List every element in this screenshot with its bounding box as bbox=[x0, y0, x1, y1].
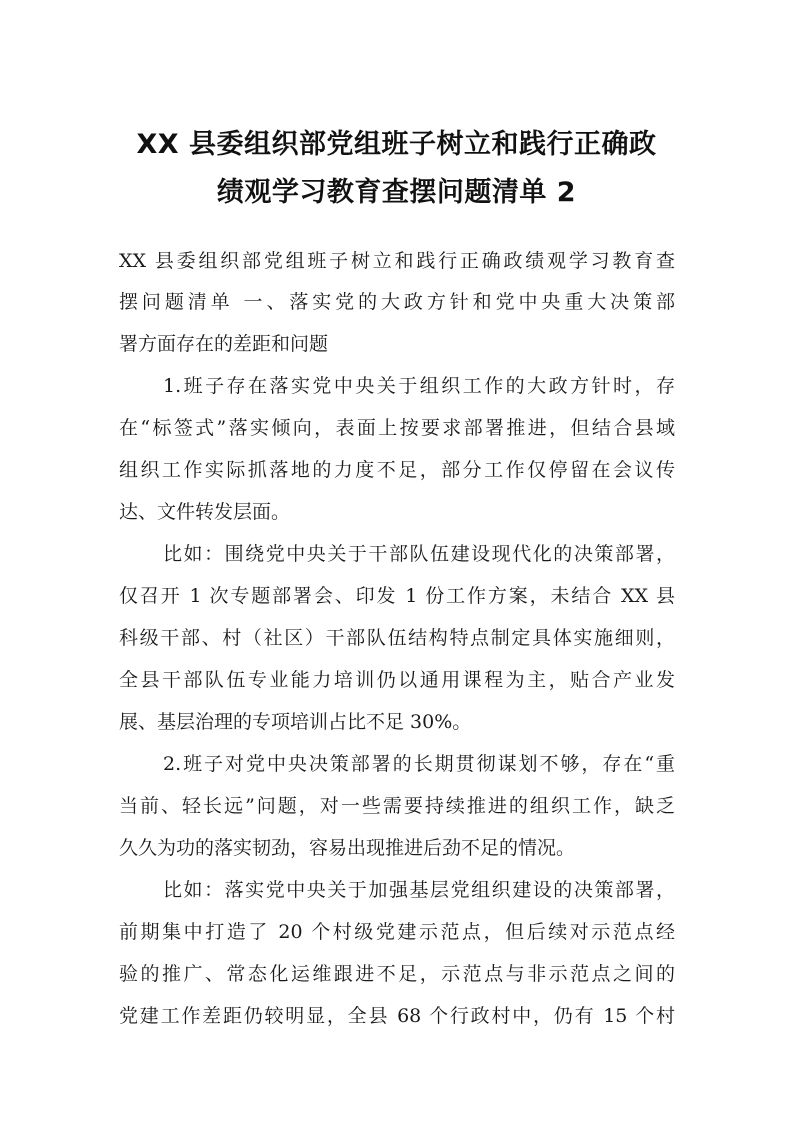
body-line: 党建工作差距仍较明显，全县 68 个行政村中，仍有 15 个村 bbox=[119, 1005, 675, 1027]
body-line: 仅召开 1 次专题部署会、印发 1 份工作方案，未结合 XX 县 bbox=[119, 585, 675, 607]
body-line: 全县干部队伍专业能力培训仍以通用课程为主，贴合产业发 bbox=[119, 669, 675, 691]
body-line: 署方面存在的差距和问题 bbox=[119, 333, 329, 355]
body-line: 科级干部、村（社区）干部队伍结构特点制定具体实施细则， bbox=[119, 627, 675, 649]
body-line: 比如：落实党中央关于加强基层党组织建设的决策部署， bbox=[163, 879, 675, 901]
body-line: 前期集中打造了 20 个村级党建示范点，但后续对示范点经 bbox=[119, 921, 675, 943]
document-title-line-1: XX 县委组织部党组班子树立和践行正确政 bbox=[136, 129, 657, 160]
body-line: 展、基层治理的专项培训占比不足 30%。 bbox=[119, 711, 472, 733]
body-line: 当前、轻长远”问题，对一些需要持续推进的组织工作，缺乏 bbox=[119, 795, 675, 817]
body-line: 达、文件转发层面。 bbox=[119, 501, 291, 523]
body-line: 摆问题清单 一、落实党的大政方针和党中央重大决策部 bbox=[119, 291, 675, 313]
body-line: 比如：围绕党中央关于干部队伍建设现代化的决策部署， bbox=[163, 543, 675, 565]
body-line: XX 县委组织部党组班子树立和践行正确政绩观学习教育查 bbox=[119, 250, 675, 272]
body-line: 组织工作实际抓落地的力度不足，部分工作仅停留在会议传 bbox=[119, 459, 675, 481]
document-title-line-2: 绩观学习教育查摆问题清单 2 bbox=[216, 177, 577, 208]
body-line: 2.班子对党中央决策部署的长期贯彻谋划不够，存在“重 bbox=[163, 753, 675, 775]
body-line: 验的推广、常态化运维跟进不足，示范点与非示范点之间的 bbox=[119, 963, 675, 985]
body-line: 1.班子存在落实党中央关于组织工作的大政方针时，存 bbox=[163, 375, 675, 397]
body-line: 在“标签式”落实倾向，表面上按要求部署推进，但结合县域 bbox=[119, 417, 675, 439]
body-line: 久久为功的落实韧劲，容易出现推进后劲不足的情况。 bbox=[119, 837, 576, 859]
